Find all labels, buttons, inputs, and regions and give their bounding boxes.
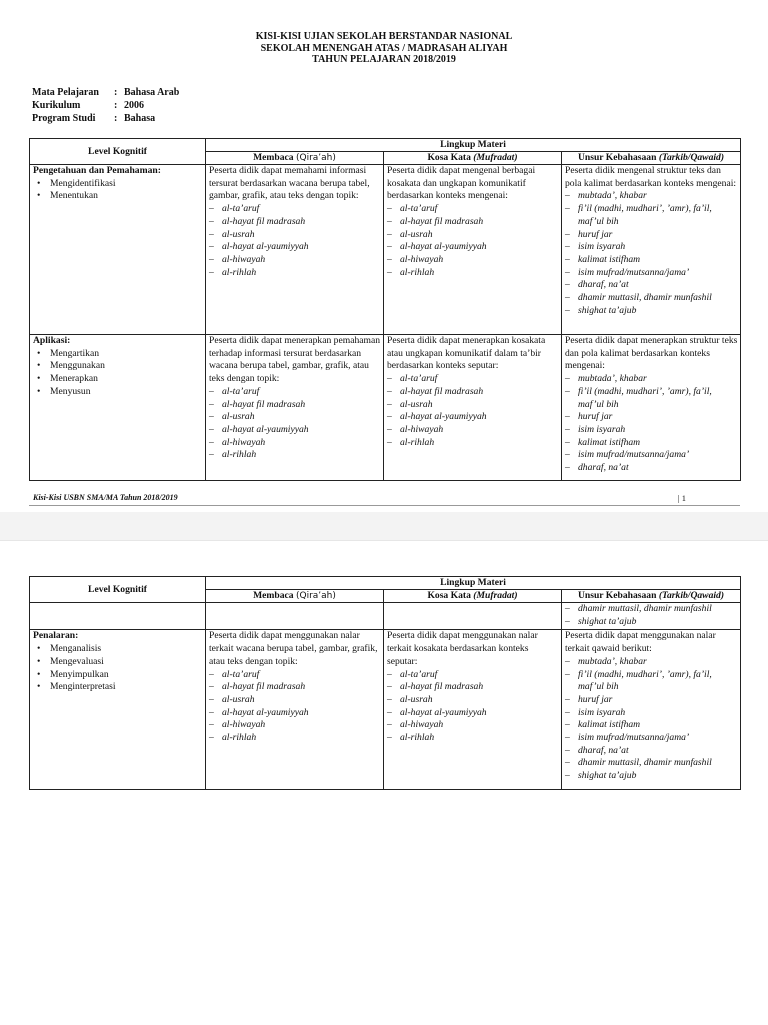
subject-meta <box>32 86 179 125</box>
topic-list <box>209 669 381 745</box>
table-row <box>30 165 741 335</box>
list-item: – shighat ta’ajub <box>565 770 738 783</box>
list-item: – kalimat istifham <box>565 437 738 450</box>
topic-list <box>387 203 559 279</box>
meta-kurikulum: Kurikulum : 2006 <box>32 100 144 111</box>
header-level: Level Kognitif <box>30 139 206 165</box>
list-item: • Menyimpulkan <box>37 669 203 682</box>
list-item: – isim isyarah <box>565 424 738 437</box>
list-item: – fi’il (madhi, mudhari’, ’amr), fa’il, maf’ul bih <box>565 669 738 694</box>
kisi-table-page-1 <box>29 138 741 481</box>
document-title <box>0 31 768 66</box>
list-item: – al-hiwayah <box>209 254 381 267</box>
list-item: – al-hiwayah <box>387 254 559 267</box>
page-gap <box>0 512 768 540</box>
list-item: – mubtada’, khabar <box>565 373 738 386</box>
unsur-cell <box>562 603 741 630</box>
list-item: • Menginterpretasi <box>37 681 203 694</box>
list-item: – al-hayat fil madrasah <box>387 681 559 694</box>
footer-text: Kisi-Kisi USBN SMA/MA Tahun 2018/2019 <box>33 493 178 502</box>
table-row <box>30 335 741 481</box>
membaca-cell: Peserta didik dapat menggunakan nalar terkait wacana berupa tabel, gambar, grafik, atau teks dengan topik: – al-ta’aruf – al-hayat fil madrasah – al-usrah – al-hayat al-yaumiyyah – al-hiwayah – al-rihlah <box>206 630 384 790</box>
page-number: | 1 <box>677 493 686 503</box>
kosa-cell: Peserta didik dapat menggunakan nalar terkait kosakata berdasarkan konteks seputar: – al-ta’aruf – al-hayat fil madrasah – al-usrah – al-hayat al-yaumiyyah – al-hiwayah – al-rihlah <box>384 630 562 790</box>
topic-list <box>209 203 381 279</box>
unsur-cell: Peserta didik mengenal struktur teks dan pola kalimat berdasarkan konteks mengenai: – mubtada’, khabar – fi’il (madhi, mudhari’, ’amr), fa’il, maf’ul bih – huruf jar – isim isyarah – kalimat istifham – isim mufrad/mutsanna/jama’ – dharaf, na’at – dhamir muttasil, dhamir munfashil – shighat ta’ajub <box>562 165 741 335</box>
grammar-list <box>565 190 738 317</box>
list-item: – isim mufrad/mutsanna/jama’ <box>565 267 738 280</box>
membaca-cell <box>206 603 384 630</box>
list-item: – al-usrah <box>387 694 559 707</box>
list-item: – isim isyarah <box>565 707 738 720</box>
list-item: – al-ta’aruf <box>387 373 559 386</box>
list-item: – mubtada’, khabar <box>565 190 738 203</box>
list-item: – huruf jar <box>565 694 738 707</box>
kosa-cell: Peserta didik dapat mengenal berbagai kosakata dan ungkapan komunikatif berdasarkan konteks mengenai: – al-ta’aruf – al-hayat fil madrasah – al-usrah – al-hayat al-yaumiyyah – al-hiwayah – al-rihlah <box>384 165 562 335</box>
header-kosa: Kosa Kata (Mufradat) <box>384 590 562 603</box>
list-item: – dhamir muttasil, dhamir munfashil <box>565 292 738 305</box>
list-item: • Menerapkan <box>37 373 203 386</box>
list-item: – al-hayat fil madrasah <box>209 216 381 229</box>
kosa-cell <box>384 603 562 630</box>
level-cell: Penalaran: • Menganalisis • Mengevaluasi • Menyimpulkan • Menginterpretasi <box>30 630 206 790</box>
list-item: – kalimat istifham <box>565 254 738 267</box>
page-2 <box>0 540 768 1025</box>
list-item: – isim isyarah <box>565 241 738 254</box>
list-item: – al-ta’aruf <box>387 669 559 682</box>
list-item: – huruf jar <box>565 229 738 242</box>
topic-list <box>209 386 381 462</box>
list-item: – al-hiwayah <box>209 719 381 732</box>
level-cell: Aplikasi: • Mengartikan • Menggunakan • Menerapkan • Menyusun <box>30 335 206 481</box>
list-item: – al-usrah <box>387 229 559 242</box>
meta-prodi: Program Studi : Bahasa <box>32 113 156 124</box>
page-1 <box>0 0 768 512</box>
list-item: – al-hiwayah <box>387 719 559 732</box>
table-row <box>30 630 741 790</box>
list-item: – isim mufrad/mutsanna/jama’ <box>565 732 738 745</box>
table-row <box>30 603 741 630</box>
level-list <box>33 348 203 399</box>
list-item: – al-rihlah <box>387 267 559 280</box>
list-item: – mubtada’, khabar <box>565 656 738 669</box>
list-item: – al-usrah <box>209 229 381 242</box>
list-item: – shighat ta’ajub <box>565 616 738 629</box>
list-item: – dharaf, na’at <box>565 279 738 292</box>
list-item: – al-ta’aruf <box>209 203 381 216</box>
grammar-list <box>565 373 738 475</box>
header-lingkup: Lingkup Materi <box>206 139 741 152</box>
list-item: – al-rihlah <box>387 732 559 745</box>
header-membaca: Membaca (Qira’ah) <box>206 590 384 603</box>
list-item: – huruf jar <box>565 411 738 424</box>
list-item: – dharaf, na’at <box>565 745 738 758</box>
kisi-table-page-2 <box>29 576 741 790</box>
title-line-1: KISI-KISI UJIAN SEKOLAH BERSTANDAR NASIONAL <box>255 31 513 42</box>
list-item: – al-rihlah <box>209 732 381 745</box>
list-item: – al-rihlah <box>387 437 559 450</box>
list-item: – al-hayat al-yaumiyyah <box>209 424 381 437</box>
membaca-cell: Peserta didik dapat menerapkan pemahaman terhadap informasi tersurat berdasarkan wacana berupa tabel, gambar, grafik, atau teks dengan topik: – al-ta’aruf – al-hayat fil madrasah – al-usrah – al-hayat al-yaumiyyah – al-hiwayah – al-rihlah <box>206 335 384 481</box>
list-item: • Mengartikan <box>37 348 203 361</box>
list-item: – al-hayat al-yaumiyyah <box>387 241 559 254</box>
list-item: – dhamir muttasil, dhamir munfashil <box>565 757 738 770</box>
list-item: • Mengidentifikasi <box>37 178 203 191</box>
list-item: – fi’il (madhi, mudhari’, ’amr), fa’il, maf’ul bih <box>565 203 738 228</box>
grammar-list <box>565 656 738 783</box>
list-item: – al-usrah <box>209 694 381 707</box>
list-item: – al-ta’aruf <box>209 386 381 399</box>
list-item: – al-rihlah <box>209 449 381 462</box>
level-list <box>33 178 203 203</box>
list-item: – al-ta’aruf <box>209 669 381 682</box>
unsur-cell: Peserta didik dapat menggunakan nalar terkait qawaid berikut: – mubtada’, khabar – fi’il (madhi, mudhari’, ’amr), fa’il, maf’ul bih – huruf jar – isim isyarah – kalimat istifham – isim mufrad/mutsanna/jama’ – dharaf, na’at – dhamir muttasil, dhamir munfashil – shighat ta’ajub <box>562 630 741 790</box>
level-list <box>33 643 203 694</box>
list-item: – al-hayat al-yaumiyyah <box>387 411 559 424</box>
title-line-2: SEKOLAH MENENGAH ATAS / MADRASAH ALIYAH <box>260 42 508 54</box>
list-item: – al-hiwayah <box>209 437 381 450</box>
list-item: – al-hayat al-yaumiyyah <box>387 707 559 720</box>
list-item: • Mengevaluasi <box>37 656 203 669</box>
header-membaca: Membaca (Qira’ah) <box>206 152 384 165</box>
list-item: – al-usrah <box>209 411 381 424</box>
list-item: – shighat ta’ajub <box>565 305 738 318</box>
list-item: • Menggunakan <box>37 360 203 373</box>
list-item: – al-hayat fil madrasah <box>387 386 559 399</box>
list-item: – al-rihlah <box>209 267 381 280</box>
header-unsur: Unsur Kebahasaan (Tarkib/Qawaid) <box>562 152 741 165</box>
grammar-list <box>565 603 738 628</box>
topic-list <box>387 373 559 449</box>
list-item: – al-usrah <box>387 399 559 412</box>
list-item: – al-hiwayah <box>387 424 559 437</box>
header-level: Level Kognitif <box>30 577 206 603</box>
meta-mapel: Mata Pelajaran : Bahasa Arab <box>32 87 180 98</box>
list-item: – al-hayat al-yaumiyyah <box>209 707 381 720</box>
header-lingkup: Lingkup Materi <box>206 577 741 590</box>
header-kosa: Kosa Kata (Mufradat) <box>384 152 562 165</box>
list-item: • Menganalisis <box>37 643 203 656</box>
list-item: – al-hayat fil madrasah <box>387 216 559 229</box>
title-line-3: TAHUN PELAJARAN 2018/2019 <box>312 54 456 65</box>
list-item: – al-hayat fil madrasah <box>209 399 381 412</box>
unsur-cell: Peserta didik dapat menerapkan struktur teks dan pola kalimat berdasarkan konteks mengenai: – mubtada’, khabar – fi’il (madhi, mudhari’, ’amr), fa’il, maf’ul bih – huruf jar – isim isyarah – kalimat istifham – isim mufrad/mutsanna/jama’ – dharaf, na’at <box>562 335 741 481</box>
list-item: – fi’il (madhi, mudhari’, ’amr), fa’il, maf’ul bih <box>565 386 738 411</box>
list-item: – kalimat istifham <box>565 719 738 732</box>
list-item: – al-hayat fil madrasah <box>209 681 381 694</box>
membaca-cell: Peserta didik dapat memahami informasi tersurat berdasarkan wacana berupa tabel, gambar, grafik, atau teks dengan topik: – al-ta’aruf – al-hayat fil madrasah – al-usrah – al-hayat al-yaumiyyah – al-hiwayah – al-rihlah <box>206 165 384 335</box>
header-unsur: Unsur Kebahasaan (Tarkib/Qawaid) <box>562 590 741 603</box>
list-item: – al-ta’aruf <box>387 203 559 216</box>
topic-list <box>387 669 559 745</box>
list-item: – dharaf, na’at <box>565 462 738 475</box>
level-cell: Pengetahuan dan Pemahaman: • Mengidentifikasi • Menentukan <box>30 165 206 335</box>
list-item: • Menentukan <box>37 190 203 203</box>
list-item: • Menyusun <box>37 386 203 399</box>
level-cell <box>30 603 206 630</box>
list-item: – dhamir muttasil, dhamir munfashil <box>565 603 738 616</box>
kosa-cell: Peserta didik dapat menerapkan kosakata atau ungkapan komunikatif dalam ta’bir berdasarkan konteks seputar: – al-ta’aruf – al-hayat fil madrasah – al-usrah – al-hayat al-yaumiyyah – al-hiwayah – al-rihlah <box>384 335 562 481</box>
list-item: – isim mufrad/mutsanna/jama’ <box>565 449 738 462</box>
footer-rule <box>29 505 740 506</box>
list-item: – al-hayat al-yaumiyyah <box>209 241 381 254</box>
